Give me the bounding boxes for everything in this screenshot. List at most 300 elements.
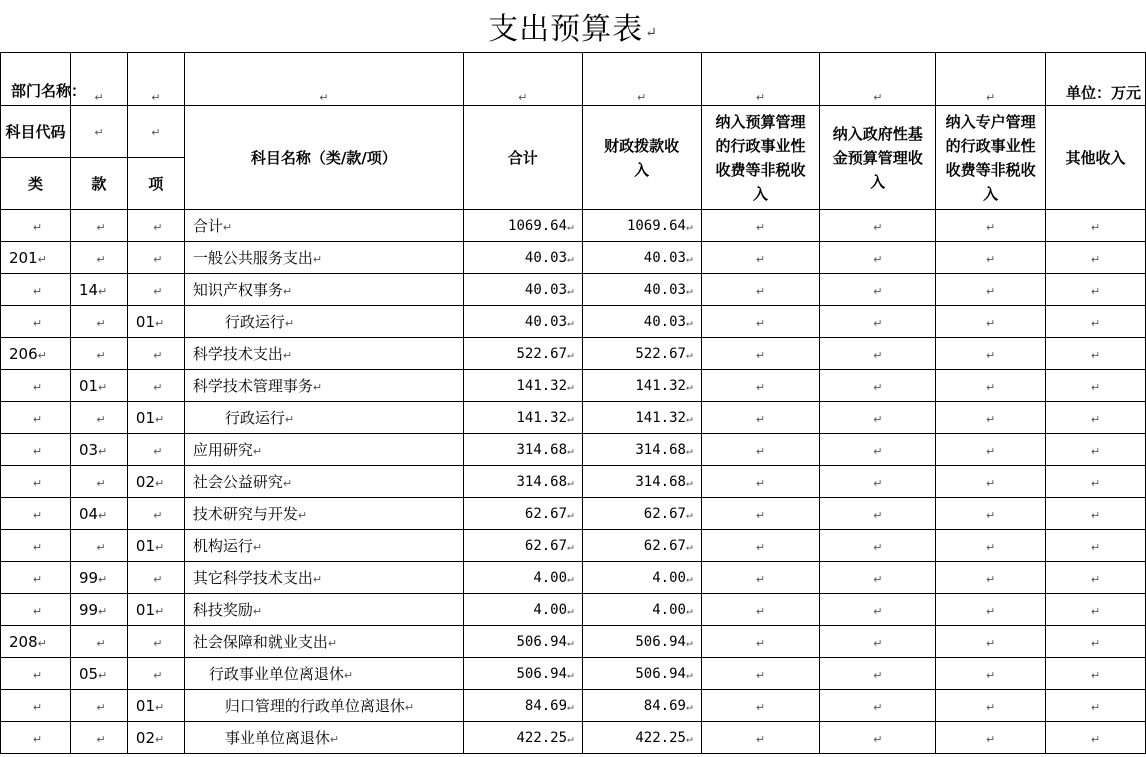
paragraph-mark: ↵ (32, 508, 43, 522)
paragraph-mark: ↵ (312, 253, 323, 266)
header-nontax: 纳入预算管理的行政事业性收费等非税收入 (701, 106, 820, 210)
paragraph-mark: ↵ (297, 509, 308, 522)
paragraph-mark: ↵ (98, 668, 108, 682)
table-row (1, 210, 1146, 242)
cell-xiang (127, 210, 184, 242)
paragraph-mark: ↵ (343, 669, 354, 682)
cell-fund (820, 626, 936, 658)
paragraph-mark: ↵ (567, 443, 574, 457)
cell-fiscal (582, 338, 701, 370)
cell-total (463, 210, 582, 242)
paragraph-mark: ↵ (685, 443, 693, 457)
cell-special (936, 594, 1046, 626)
paragraph-mark: ↵ (873, 444, 883, 458)
cell-nontax (701, 530, 820, 562)
cell-total (463, 562, 582, 594)
paragraph-mark: ↵ (153, 668, 163, 682)
paragraph-mark: ↵ (986, 220, 996, 234)
paragraph-mark: ↵ (986, 380, 996, 394)
paragraph-mark: ↵ (986, 444, 996, 458)
header-other: 其他收入 (1046, 106, 1146, 210)
cell-lei (1, 338, 71, 370)
header-lei: 类 (1, 158, 71, 210)
cell-fiscal-value: 314.68 (635, 473, 686, 490)
paragraph-mark: ↵ (685, 571, 693, 585)
cell-kuan (70, 626, 127, 658)
table-row (1, 306, 1146, 338)
table-row (1, 594, 1146, 626)
cell-total-value: 506.94 (516, 665, 568, 682)
cell-xiang (127, 274, 184, 306)
cell-name-value: 科学技术支出 (192, 345, 283, 363)
page-title (0, 0, 1146, 52)
cell-name-value: 归口管理的行政单位离退休 (224, 697, 405, 715)
paragraph-mark: ↵ (98, 284, 108, 298)
cell-name (184, 306, 463, 338)
cell-fiscal (582, 242, 701, 274)
cell-name (184, 210, 463, 242)
cell-fiscal (582, 306, 701, 338)
paragraph-mark: ↵ (986, 572, 996, 586)
paragraph-mark: ↵ (986, 508, 996, 522)
paragraph-mark: ↵ (685, 603, 693, 617)
paragraph-mark: ↵ (986, 316, 996, 330)
cell-lei (1, 562, 71, 594)
cell-total-value: 522.67 (516, 345, 568, 362)
paragraph-mark: ↵ (873, 220, 883, 234)
cell-fiscal (582, 370, 701, 402)
cell-lei (1, 594, 71, 626)
paragraph-mark: ↵ (685, 379, 693, 393)
header-kuan: 款 (70, 158, 127, 210)
cell-total-value: 141.32 (516, 377, 568, 394)
cell-xiang (127, 690, 184, 722)
table-row (1, 498, 1146, 530)
cell-total-value: 40.03 (524, 249, 568, 266)
cell-special (936, 306, 1046, 338)
paragraph-mark: ↵ (873, 636, 883, 650)
cell-name (184, 594, 463, 626)
paragraph-mark: ↵ (96, 412, 106, 426)
cell-fiscal (582, 402, 701, 434)
cell-nontax (701, 338, 820, 370)
cell-name (184, 722, 463, 754)
paragraph-mark: ↵ (32, 700, 43, 714)
cell-kuan-value: 14 (78, 280, 99, 299)
cell-special (936, 434, 1046, 466)
cell-total-value: 506.94 (516, 633, 568, 650)
cell-name-value: 行政运行 (224, 313, 285, 331)
cell-fund (820, 498, 936, 530)
paragraph-mark: ↵ (755, 252, 766, 266)
cell-fiscal-value: 4.00 (652, 569, 686, 586)
cell-special (936, 626, 1046, 658)
cell-other (1046, 530, 1146, 562)
cell-nontax (701, 210, 820, 242)
paragraph-mark: ↵ (1090, 572, 1101, 586)
cell-special (936, 498, 1046, 530)
cell-name-value: 知识产权事务 (192, 281, 283, 299)
paragraph-mark: ↵ (873, 412, 883, 426)
cell-xiang-value: 02 (135, 728, 155, 747)
paragraph-mark: ↵ (685, 507, 693, 521)
cell-fund (820, 338, 936, 370)
cell-lei (1, 690, 71, 722)
paragraph-mark: ↵ (873, 604, 883, 618)
paragraph-mark: ↵ (685, 667, 693, 681)
cell-kuan-value: 99 (78, 568, 99, 587)
cell-fund (820, 370, 936, 402)
cell-other (1046, 722, 1146, 754)
paragraph-mark: ↵ (284, 317, 295, 330)
cell-xiang (127, 434, 184, 466)
cell-lei (1, 306, 71, 338)
cell-kuan-value: 04 (78, 504, 99, 523)
cell-kuan (70, 434, 127, 466)
paragraph-mark: ↵ (873, 572, 883, 586)
cell-total (463, 498, 582, 530)
paragraph-mark: ↵ (312, 573, 323, 586)
cell-fiscal-value: 1069.64 (626, 217, 686, 234)
cell-name-value: 合计 (192, 217, 223, 235)
cell-xiang-value: 01 (135, 536, 155, 555)
cell-other (1046, 594, 1146, 626)
paragraph-mark: ↵ (153, 220, 163, 234)
cell-total-value: 40.03 (524, 281, 568, 298)
header-cell: ↵ (127, 106, 184, 158)
paragraph-mark: ↵ (282, 477, 293, 490)
paragraph-mark: ↵ (567, 411, 574, 425)
cell-fund (820, 242, 936, 274)
cell-xiang (127, 466, 184, 498)
cell-kuan (70, 530, 127, 562)
cell-kuan (70, 402, 127, 434)
paragraph-mark: ↵ (873, 508, 883, 522)
paragraph-mark: ↵ (1090, 732, 1101, 746)
dept-name-label: 部门名称： (11, 82, 87, 100)
cell-fiscal-value: 62.67 (643, 537, 686, 554)
paragraph-mark: ↵ (1090, 636, 1101, 650)
cell-fiscal (582, 562, 701, 594)
paragraph-mark: ↵ (32, 220, 43, 234)
cell-fiscal-value: 40.03 (643, 281, 686, 298)
paragraph-mark: ↵ (32, 476, 43, 490)
paragraph-mark: ↵ (567, 539, 574, 553)
budget-table (0, 52, 1146, 754)
paragraph-mark: ↵ (755, 540, 766, 554)
header-fiscal: 财政拨款收入 (582, 106, 701, 210)
cell-fiscal-value: 506.94 (635, 633, 686, 650)
meta-cell: ↵ (70, 53, 127, 106)
paragraph-mark: ↵ (96, 540, 106, 554)
cell-name (184, 274, 463, 306)
paragraph-mark: ↵ (222, 221, 233, 234)
paragraph-mark: ↵ (873, 732, 883, 746)
paragraph-mark: ↵ (986, 412, 996, 426)
cell-fiscal-value: 62.67 (643, 505, 686, 522)
paragraph-mark: ↵ (755, 316, 766, 330)
paragraph-mark: ↵ (873, 252, 883, 266)
cell-other (1046, 466, 1146, 498)
cell-fund (820, 210, 936, 242)
cell-name (184, 466, 463, 498)
cell-nontax (701, 498, 820, 530)
header-total: 合计 (463, 106, 582, 210)
cell-nontax (701, 402, 820, 434)
cell-fiscal (582, 466, 701, 498)
cell-name (184, 658, 463, 690)
paragraph-mark: ↵ (32, 284, 43, 298)
paragraph-mark: ↵ (327, 637, 338, 650)
header-xiang: 项 (127, 158, 184, 210)
paragraph-mark: ↵ (329, 733, 340, 746)
cell-kuan (70, 274, 127, 306)
cell-xiang (127, 242, 184, 274)
cell-lei-value: 201 (9, 248, 38, 267)
paragraph-mark: ↵ (755, 444, 766, 458)
cell-lei (1, 210, 71, 242)
paragraph-mark: ↵ (155, 540, 165, 554)
cell-name (184, 626, 463, 658)
paragraph-mark: ↵ (685, 539, 693, 553)
paragraph-mark: ↵ (1090, 348, 1101, 362)
cell-nontax (701, 690, 820, 722)
cell-kuan (70, 210, 127, 242)
cell-total-value: 314.68 (516, 473, 568, 490)
paragraph-mark: ↵ (873, 540, 883, 554)
cell-total-value: 141.32 (516, 409, 568, 426)
cell-fiscal-value: 40.03 (643, 249, 686, 266)
paragraph-mark: ↵ (567, 475, 574, 489)
paragraph-mark: ↵ (873, 380, 883, 394)
cell-xiang (127, 722, 184, 754)
paragraph-mark: ↵ (1090, 380, 1101, 394)
cell-special (936, 690, 1046, 722)
cell-fiscal-value: 141.32 (635, 377, 686, 394)
paragraph-mark: ↵ (755, 380, 766, 394)
cell-total (463, 530, 582, 562)
table-row (1, 722, 1146, 754)
paragraph-mark: ↵ (155, 604, 165, 618)
cell-lei (1, 626, 71, 658)
header-cell: ↵ (70, 106, 127, 158)
paragraph-mark: ↵ (567, 571, 574, 585)
paragraph-mark: ↵ (1090, 284, 1101, 298)
paragraph-mark: ↵ (567, 251, 574, 265)
cell-name-value: 一般公共服务支出 (192, 249, 313, 267)
cell-special (936, 210, 1046, 242)
cell-fiscal (582, 210, 701, 242)
dept-name-cell (1, 53, 87, 106)
cell-nontax (701, 594, 820, 626)
cell-kuan-value: 99 (78, 600, 99, 619)
cell-fund (820, 690, 936, 722)
paragraph-mark: ↵ (986, 540, 996, 554)
paragraph-mark: ↵ (153, 572, 163, 586)
cell-fiscal (582, 498, 701, 530)
paragraph-mark: ↵ (252, 445, 263, 458)
paragraph-mark: ↵ (282, 349, 293, 362)
cell-fund (820, 274, 936, 306)
paragraph-mark: ↵ (986, 348, 996, 362)
cell-fiscal-value: 141.32 (635, 409, 686, 426)
cell-special (936, 466, 1046, 498)
table-row (1, 626, 1146, 658)
cell-xiang (127, 306, 184, 338)
paragraph-mark: ↵ (755, 220, 766, 234)
cell-total (463, 434, 582, 466)
paragraph-mark: ↵ (567, 379, 574, 393)
paragraph-mark: ↵ (986, 284, 996, 298)
cell-fiscal (582, 658, 701, 690)
cell-total (463, 370, 582, 402)
paragraph-mark: ↵ (567, 219, 574, 233)
table-row (1, 434, 1146, 466)
cell-lei (1, 658, 71, 690)
cell-fiscal (582, 626, 701, 658)
cell-total-value: 4.00 (533, 601, 568, 618)
paragraph-mark: ↵ (986, 604, 996, 618)
unit-cell (1046, 53, 1146, 106)
meta-cell: ↵ (184, 53, 463, 106)
cell-fund (820, 306, 936, 338)
paragraph-mark: ↵ (685, 411, 693, 425)
cell-other (1046, 338, 1146, 370)
paragraph-mark: ↵ (96, 220, 106, 234)
cell-other (1046, 690, 1146, 722)
cell-xiang-value: 01 (135, 312, 155, 331)
cell-other (1046, 626, 1146, 658)
paragraph-mark: ↵ (37, 348, 47, 362)
paragraph-mark: ↵ (685, 251, 693, 265)
paragraph-mark: ↵ (153, 380, 163, 394)
cell-name (184, 498, 463, 530)
cell-fiscal-value: 506.94 (635, 665, 686, 682)
cell-total-value: 314.68 (516, 441, 568, 458)
cell-kuan (70, 722, 127, 754)
cell-kuan (70, 370, 127, 402)
cell-name (184, 562, 463, 594)
paragraph-mark: ↵ (32, 732, 43, 746)
paragraph-mark: ↵ (153, 636, 163, 650)
paragraph-mark: ↵ (685, 315, 693, 329)
cell-kuan (70, 306, 127, 338)
paragraph-mark: ↵ (873, 316, 883, 330)
cell-xiang-value: 01 (135, 408, 155, 427)
cell-nontax (701, 370, 820, 402)
paragraph-mark: ↵ (1090, 220, 1101, 234)
paragraph-mark: ↵ (153, 508, 163, 522)
table-row (1, 370, 1146, 402)
cell-nontax (701, 434, 820, 466)
cell-name-value: 科技奖励 (192, 601, 253, 619)
paragraph-mark: ↵ (1090, 444, 1101, 458)
cell-kuan (70, 594, 127, 626)
table-row (1, 338, 1146, 370)
cell-name (184, 434, 463, 466)
cell-total-value: 1069.64 (508, 217, 568, 234)
cell-fiscal-value: 422.25 (635, 729, 686, 746)
paragraph-mark: ↵ (252, 605, 263, 618)
header-name: 科目名称（类/款/项） (184, 106, 463, 210)
paragraph-mark: ↵ (567, 507, 574, 521)
cell-name (184, 690, 463, 722)
paragraph-mark: ↵ (986, 668, 996, 682)
paragraph-mark: ↵ (567, 603, 574, 617)
table-row (1, 562, 1146, 594)
paragraph-mark: ↵ (567, 315, 574, 329)
cell-kuan (70, 690, 127, 722)
cell-name-value: 社会公益研究 (192, 473, 283, 491)
paragraph-mark: ↵ (567, 635, 574, 649)
paragraph-mark: ↵ (1090, 668, 1101, 682)
cell-kuan (70, 466, 127, 498)
cell-kuan (70, 562, 127, 594)
cell-nontax (701, 242, 820, 274)
cell-fiscal (582, 722, 701, 754)
cell-other (1046, 370, 1146, 402)
paragraph-mark: ↵ (37, 636, 47, 650)
cell-special (936, 274, 1046, 306)
cell-other (1046, 210, 1146, 242)
paragraph-mark: ↵ (755, 604, 766, 618)
paragraph-mark: ↵ (284, 413, 295, 426)
cell-other (1046, 402, 1146, 434)
unit-label: 单位：万元 (1065, 84, 1141, 102)
paragraph-mark: ↵ (755, 476, 766, 490)
cell-total (463, 594, 582, 626)
paragraph-mark: ↵ (685, 283, 693, 297)
cell-kuan-value: 01 (78, 376, 99, 395)
table-row (1, 658, 1146, 690)
cell-total-value: 40.03 (524, 313, 568, 330)
cell-lei-value: 208 (9, 632, 38, 651)
cell-fiscal-value: 522.67 (635, 345, 686, 362)
header-row-1 (1, 106, 1146, 158)
cell-fund (820, 658, 936, 690)
header-fund: 纳入政府性基金预算管理收入 (820, 106, 936, 210)
cell-fund (820, 594, 936, 626)
paragraph-mark: ↵ (282, 285, 293, 298)
cell-lei-value: 206 (9, 344, 38, 363)
cell-total (463, 466, 582, 498)
paragraph-mark: ↵ (986, 476, 996, 490)
cell-fiscal-value: 40.03 (643, 313, 686, 330)
paragraph-mark: ↵ (685, 635, 693, 649)
cell-total (463, 242, 582, 274)
cell-special (936, 562, 1046, 594)
paragraph-mark: ↵ (96, 636, 106, 650)
cell-xiang (127, 626, 184, 658)
paragraph-mark: ↵ (986, 252, 996, 266)
paragraph-mark: ↵ (755, 668, 766, 682)
cell-xiang (127, 338, 184, 370)
paragraph-mark: ↵ (32, 316, 43, 330)
paragraph-mark: ↵ (873, 284, 883, 298)
cell-name-value: 行政事业单位离退休 (208, 665, 344, 683)
meta-cell: ↵ (582, 53, 701, 106)
paragraph-mark: ↵ (986, 732, 996, 746)
paragraph-mark: ↵ (1090, 252, 1101, 266)
cell-fund (820, 562, 936, 594)
cell-name (184, 530, 463, 562)
cell-special (936, 658, 1046, 690)
paragraph-mark: ↵ (567, 731, 574, 745)
paragraph-mark: ↵ (98, 380, 108, 394)
cell-nontax (701, 722, 820, 754)
cell-lei (1, 370, 71, 402)
paragraph-mark: ↵ (755, 636, 766, 650)
